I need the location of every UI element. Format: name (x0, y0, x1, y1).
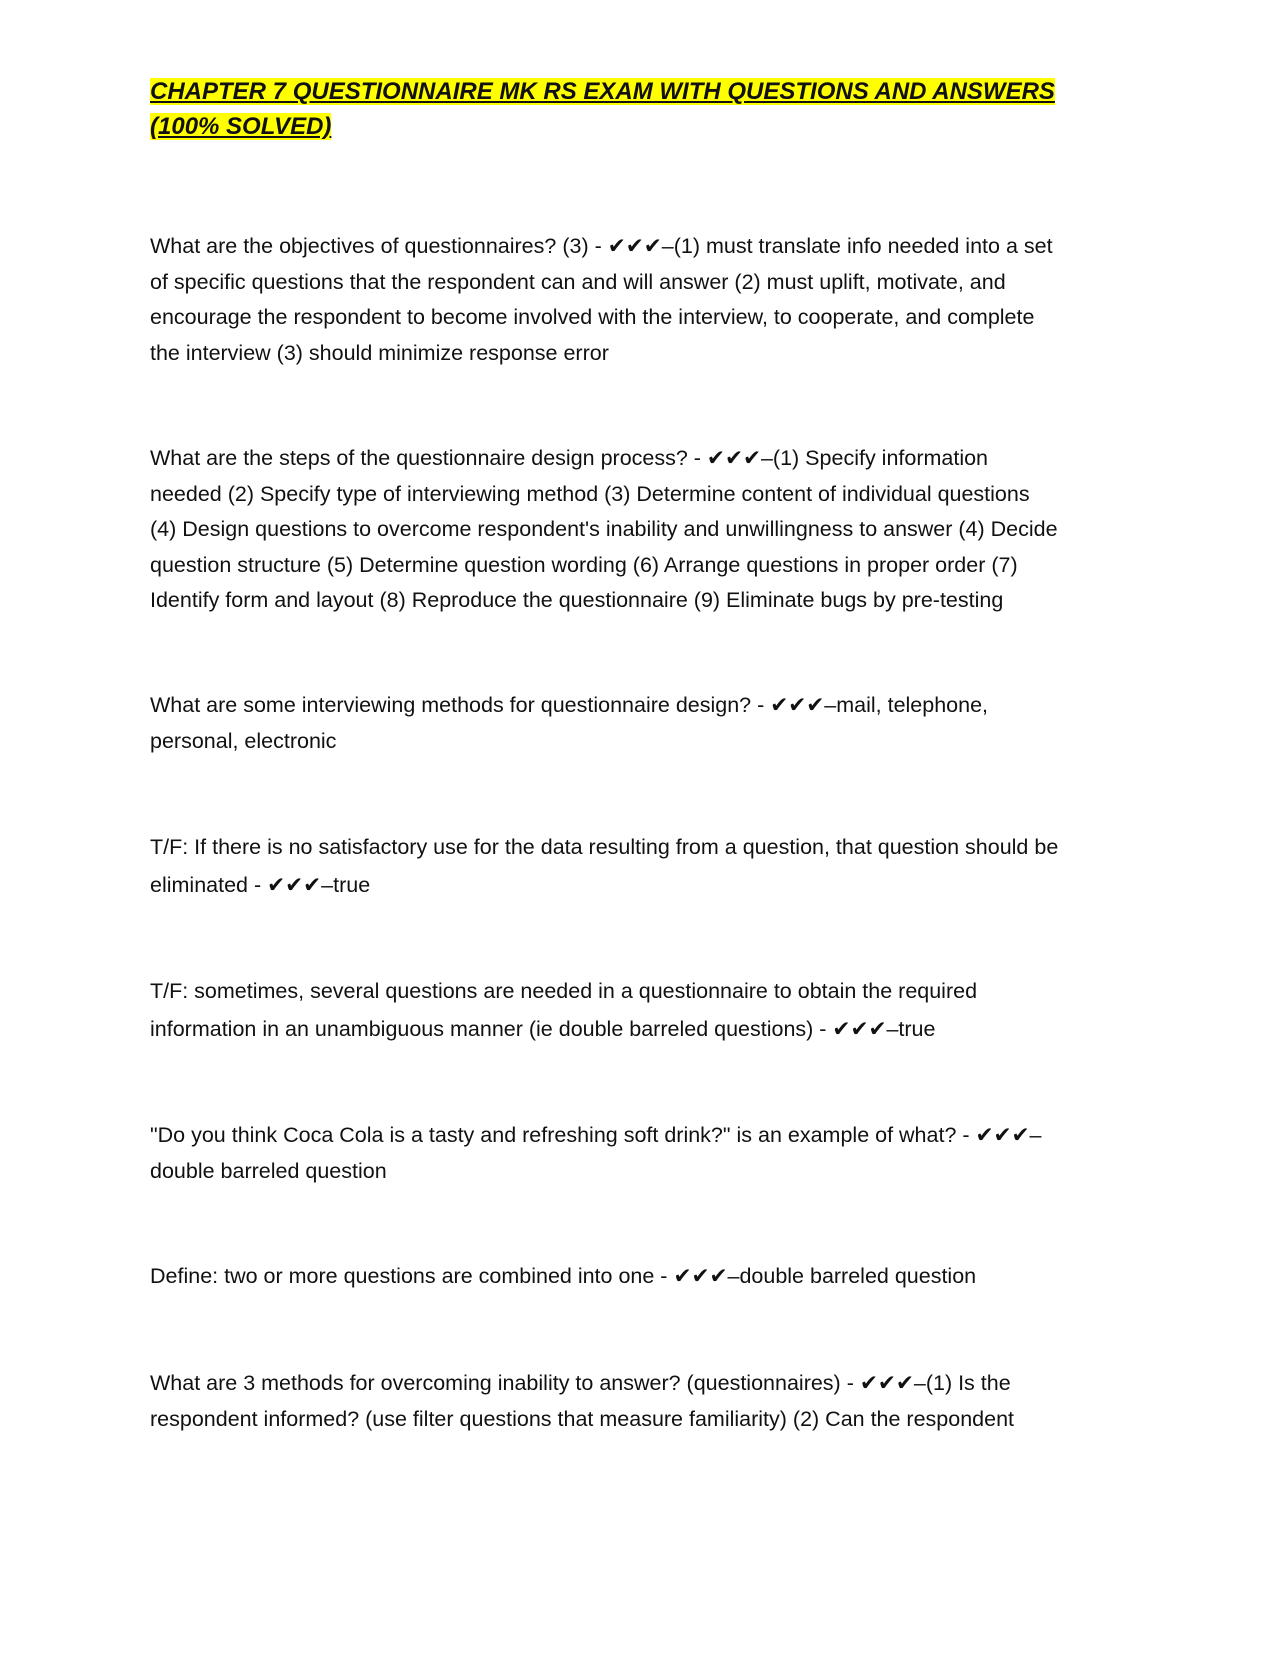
qa-entry-interviewing-methods: What are some interviewing methods for questionnaire design? - ✔✔✔–mail, telephone, personal, electronic (150, 693, 989, 753)
qa-entry-objectives: What are the objectives of questionnaires? (3) - ✔✔✔–(1) must translate info needed into a set of specific questions that the respondent can and will answer (2) must uplift, motivate, and encourage the respondent to become involved with the interview, to cooperate, and complete the interview (3) should minimize response error (150, 234, 1053, 365)
qa-entry-tf-several-questions: T/F: sometimes, several questions are needed in a questionnaire to obtain the required information in an unambiguous manner (ie double barreled questions) - ✔✔✔–true (150, 979, 978, 1041)
document-title (150, 74, 1090, 144)
qa-entry-inability-to-answer: What are 3 methods for overcoming inability to answer? (questionnaires) - ✔✔✔–(1) Is the respondent informed? (use filter questions that measure familiarity) (2) Can the respondent (150, 1371, 1015, 1431)
qa-entry-design-steps: What are the steps of the questionnaire design process? - ✔✔✔–(1) Specify information needed (2) Specify type of interviewing method (3) Determine content of individual questions (4) Design questions to overcome respondent's inability and unwillingness to answer (4) Decide question structure (5) Determine question wording (6) Arrange questions in proper order (7) Identify form and layout (8) Reproduce the questionnaire (9) Eliminate bugs by pre-testing (150, 446, 1058, 612)
qa-entry-tf-eliminate: T/F: If there is no satisfactory use for the data resulting from a question, that question should be eliminated - ✔✔✔–true (150, 835, 1059, 897)
qa-entry-define-double-barreled: Define: two or more questions are combined into one - ✔✔✔–double barreled question (150, 1264, 977, 1288)
qa-entry-coca-cola: "Do you think Coca Cola is a tasty and refreshing soft drink?" is an example of what? - ✔✔✔– double barreled question (150, 1123, 1042, 1183)
title-line-1: CHAPTER 7 QUESTIONNAIRE MK RS EXAM WITH QUESTIONS AND ANSWERS (150, 78, 1055, 105)
title-line-2: (100% SOLVED) (150, 113, 332, 140)
